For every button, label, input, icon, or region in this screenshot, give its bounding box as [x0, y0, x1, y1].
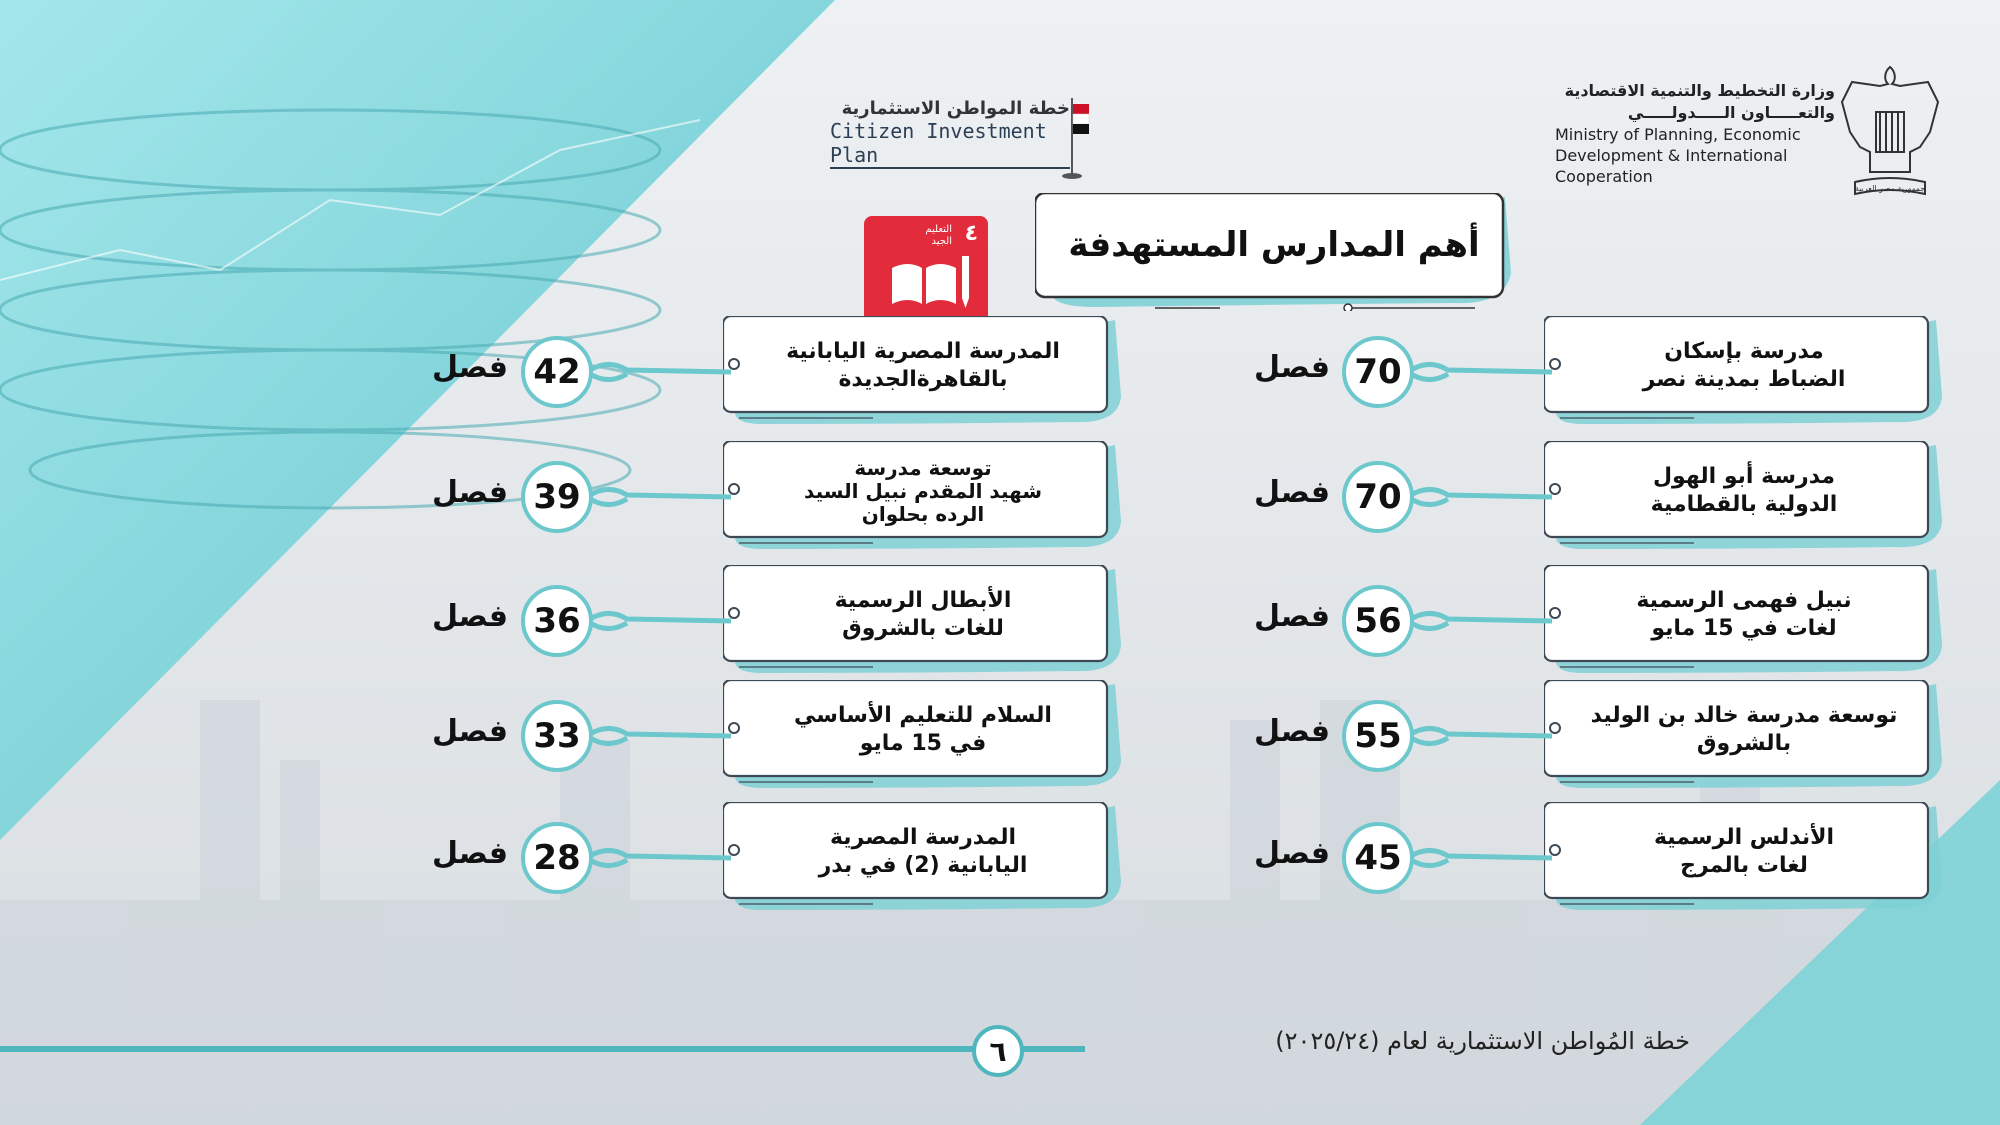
page-number: ٦ — [972, 1025, 1024, 1077]
school-name — [743, 322, 1103, 410]
sdg-number: ٤ — [964, 221, 978, 246]
ministry-name-en-line1: Ministry of Planning, Economic — [1555, 125, 1801, 144]
connector-line — [1408, 601, 1552, 641]
plan-logo-ar: خطة المواطن الاستثمارية — [841, 98, 1070, 119]
school-name-line1: توسعة مدرسة — [854, 455, 992, 480]
class-unit-label: فصل — [432, 475, 508, 510]
class-unit-label: فصل — [1254, 599, 1330, 634]
school-name — [743, 447, 1103, 535]
school-name-line1: المدرسة المصرية — [829, 825, 1017, 850]
school-name-line1: مدرسة بإسكان — [1664, 339, 1824, 364]
school-name-line1: الأبطال الرسمية — [834, 588, 1012, 613]
school-name-line2: بالقاهرةالجديدة — [838, 367, 1008, 392]
class-count: 42 — [521, 336, 593, 408]
class-unit-label: فصل — [1254, 475, 1330, 510]
school-name-line1: المدرسة المصرية اليابانية — [786, 339, 1060, 364]
class-count: 45 — [1342, 822, 1414, 894]
class-unit-label: فصل — [432, 350, 508, 385]
class-unit-label: فصل — [432, 836, 508, 871]
class-count: 36 — [521, 585, 593, 657]
footer-caption: خطة المُواطن الاستثمارية لعام (٢٠٢٥/٢٤) — [1275, 1027, 1690, 1055]
ministry-name-ar-line2: والتعـــــاون الـــــدولـــــي — [1627, 103, 1835, 122]
ministry-name — [1555, 80, 1835, 187]
school-name-line2: لغات بالمرج — [1680, 853, 1808, 878]
connector-line — [587, 716, 731, 756]
school-name-line2: بالشروق — [1696, 731, 1792, 756]
ministry-name-en-line3: Cooperation — [1555, 167, 1653, 186]
connector-line — [587, 477, 731, 517]
class-unit-label: فصل — [1254, 714, 1330, 749]
school-name — [1564, 571, 1924, 659]
class-unit-label: فصل — [1254, 836, 1330, 871]
school-name — [743, 571, 1103, 659]
connector-line — [587, 352, 731, 392]
ministry-name-en-line2: Development & International — [1555, 146, 1788, 165]
class-unit-label: فصل — [1254, 350, 1330, 385]
school-name — [1564, 447, 1924, 535]
sdg-quality-education-badge — [864, 216, 988, 328]
class-count: 28 — [521, 822, 593, 894]
ministry-name-ar-line1: وزارة التخطيط والتنمية الاقتصادية — [1564, 81, 1835, 100]
school-name-line1: الأندلس الرسمية — [1653, 825, 1835, 850]
book-pencil-icon — [864, 216, 988, 328]
connector-line — [1408, 838, 1552, 878]
connector-line — [587, 601, 731, 641]
class-unit-label: فصل — [432, 599, 508, 634]
class-count: 70 — [1342, 336, 1414, 408]
school-name — [1564, 808, 1924, 896]
school-name-line2: اليابانية (2) في بدر — [818, 853, 1028, 878]
school-name-line1: نبيل فهمى الرسمية — [1636, 588, 1852, 613]
class-count: 39 — [521, 461, 593, 533]
egypt-eagle-emblem-icon — [1840, 62, 1940, 197]
school-name-line1: مدرسة أبو الهول — [1652, 464, 1836, 489]
school-name — [1564, 686, 1924, 774]
class-count: 70 — [1342, 461, 1414, 533]
class-unit-label: فصل — [432, 714, 508, 749]
sdg-label-line1: التعليم — [925, 224, 952, 235]
connector-line — [1408, 716, 1552, 756]
school-name — [743, 686, 1103, 774]
class-count: 56 — [1342, 585, 1414, 657]
connector-line — [587, 838, 731, 878]
class-count: 55 — [1342, 700, 1414, 772]
connector-line — [1408, 477, 1552, 517]
school-name-line2: شهيد المقدم نبيل السيد — [804, 478, 1042, 503]
page-title: أهم المدارس المستهدفة — [1068, 225, 1480, 265]
school-name-line2: الضباط بمدينة نصر — [1642, 367, 1846, 392]
school-name-line2: لغات في 15 مايو — [1651, 616, 1837, 641]
sdg-label-line2: الجيد — [931, 236, 952, 247]
egypt-flag-icon — [1052, 96, 1092, 180]
school-name-line2: للغات بالشروق — [842, 616, 1004, 641]
school-name-line1: السلام للتعليم الأساسي — [794, 703, 1052, 728]
school-name — [743, 808, 1103, 896]
school-name-line2: الدولية بالقطامية — [1650, 492, 1838, 517]
school-name-line2: في 15 مايو — [859, 731, 987, 756]
citizen-investment-plan-logo — [830, 98, 1070, 169]
school-name-line1: توسعة مدرسة خالد بن الوليد — [1590, 703, 1898, 728]
school-name-line3: الرده بحلوان — [861, 501, 985, 526]
class-count: 33 — [521, 700, 593, 772]
connector-line — [1408, 352, 1552, 392]
plan-logo-en: Citizen Investment Plan — [830, 119, 1070, 169]
svg-text:جمهورية مصر العربية: جمهورية مصر العربية — [1854, 184, 1926, 193]
school-name — [1564, 322, 1924, 410]
